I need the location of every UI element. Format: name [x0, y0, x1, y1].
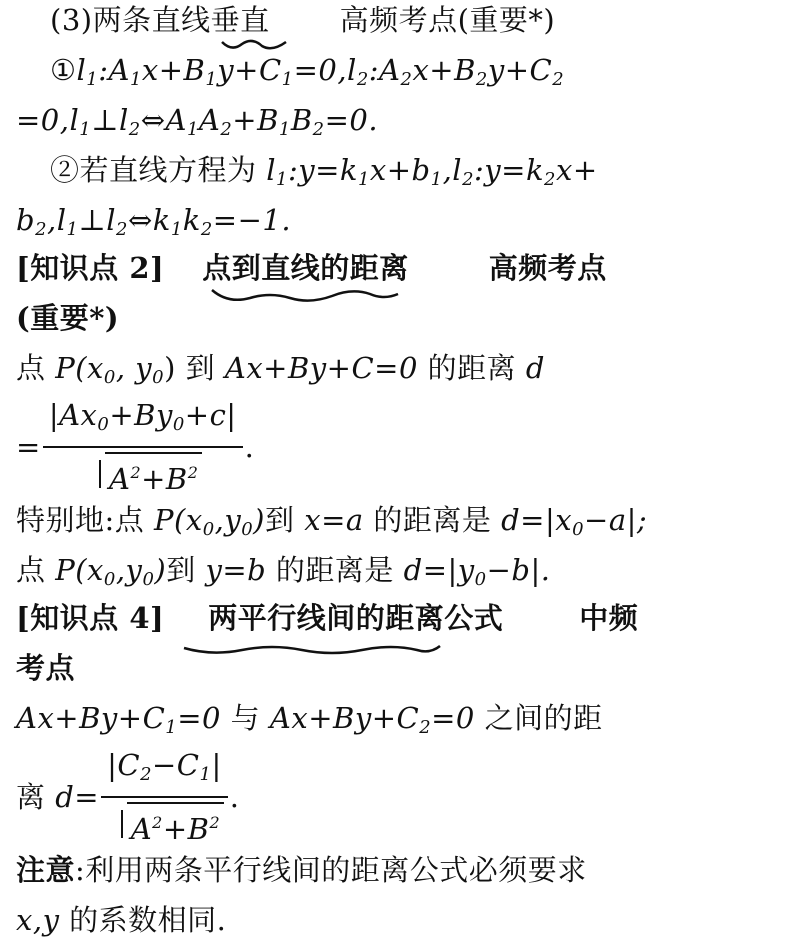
special-case-vertical: 特别地:点 $P(x_0,y_0)$到 x=a 的距离是 $d=|x_0-a|$; [16, 503, 648, 541]
parallel-lines-statement: $Ax+By+C_1=0$ 与 $Ax+By+C_2=0$ 之间的距 [16, 701, 603, 739]
underline-wave-2 [210, 284, 400, 306]
note-paragraph-cont: x,y 的系数相同. [16, 903, 227, 937]
special-case-horizontal: 点 $P(x_0,y_0)$到 y=b 的距离是 $d=|y_0-b|$. [16, 553, 551, 591]
kp4-title: 两平行线间的距离公式 [208, 601, 504, 635]
section-heading-perpendicular [50, 0, 555, 40]
kp4-tag: [知识点 4] [16, 601, 165, 635]
knowledge-point-2-heading [16, 248, 607, 288]
distance-statement: 点 $P(x_0$, $y_0$) 到 Ax+By+C=0 的距离 d [16, 351, 545, 389]
formula-line-2: $①l_1:A_1x+B_1y+C_1=0,l_2:A_2x+B_2y+C_2$ [50, 53, 565, 91]
heading-text: (3)两条直线 [50, 3, 211, 37]
heading-keyword: 垂直 [210, 3, 270, 37]
note-paragraph: 注意:利用两条平行线间的距离公式必须要求 [16, 853, 587, 887]
kp2-importance: (重要*) [16, 301, 120, 335]
kp4-frequency: 中频 [579, 601, 639, 635]
sqrt-sign-2: $A^2+B^2$ [105, 802, 224, 848]
kp2-frequency: 高频考点 [488, 251, 607, 285]
kp4-frequency-cont: 考点 [16, 651, 76, 685]
point-line-distance-formula: = $\frac{|Ax_0+By_0+c|}{A^2+B^2}$ . [16, 398, 255, 497]
parallel-distance-formula: 离 d= $\frac{|C_2-C_1|}{A^2+B^2}$ . [16, 748, 240, 847]
knowledge-point-4-heading [16, 598, 638, 638]
sqrt-sign-1: $A^2+B^2$ [83, 452, 202, 498]
formula-line-5: $b_2,l_1\perp l_2\Leftrightarrow k_1k_2=-1$. [16, 203, 292, 241]
kp2-tag: [知识点 2] [16, 251, 165, 285]
fraction-2: $\frac{|C_2-C_1|}{A^2+B^2}$ [101, 746, 228, 848]
fraction-1: $\frac{|Ax_0+By_0+c|}{A^2+B^2}$ [43, 396, 243, 498]
formula-line-4: ②若直线方程为 $l_1:y=k_1x+b_1,l_2:y=k_2x+$ [50, 153, 598, 191]
frequency-note: 高频考点(重要*) [339, 3, 556, 37]
note-label: 注意 [16, 853, 76, 887]
formula-line-3: $=0,l_1\perp l_2\Leftrightarrow A_1A_2+B_1B_2=0$. [16, 103, 379, 141]
kp2-title: 点到直线的距离 [202, 251, 409, 285]
underline-wave-3 [182, 638, 442, 660]
